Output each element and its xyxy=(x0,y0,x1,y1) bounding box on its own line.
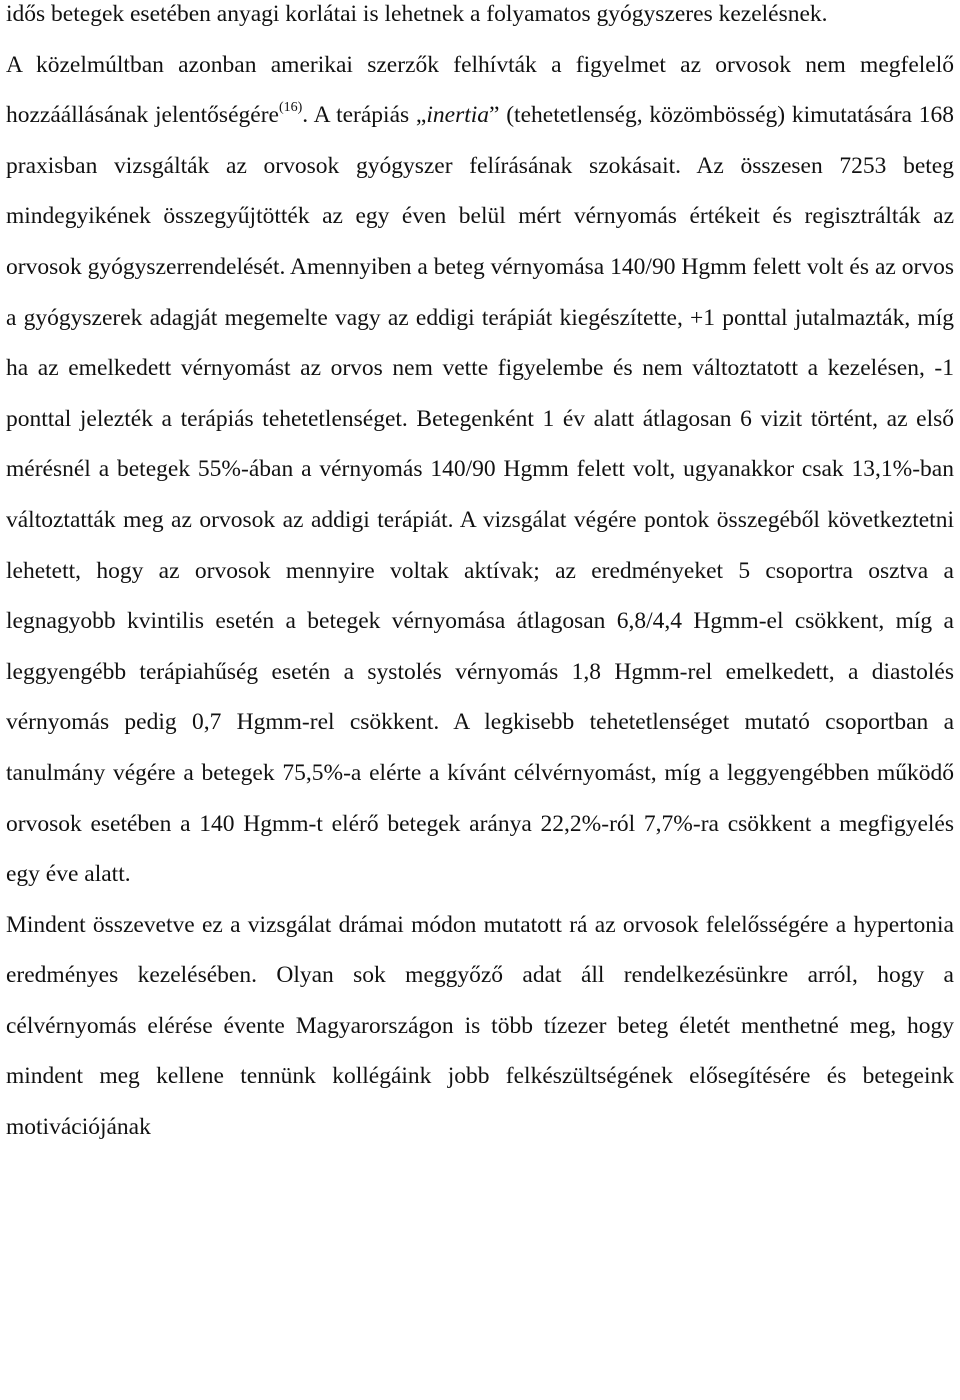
italic-term: inertia xyxy=(426,102,490,129)
text-segment: idős betegek esetében anyagi korlátai is lehetnek a folyamatos gyógyszeres kezelésnek. xyxy=(6,1,828,27)
paragraph-inertia-study xyxy=(6,0,954,900)
text-segment: ” (tehetetlenség, közömbösség) kimutatására 168 praxisban vizsgálták az orvosok gyógyszer felírásának szokásait. Az összesen 7253 beteg mindegyikének összegyűjtötték az egy éven belül mért vérnyomás értékeit és regisztrálták az orvosok gyógyszerrendelését. Amennyiben a beteg vérnyomása 140/90 Hgmm felett volt és az orvos a gyógyszerek adagját megemelte vagy az eddigi terápiát kiegészítette, +1 ponttal jutalmazták, míg ha az emelkedett vérnyomást az orvos nem vette figyelembe és nem változtatott a kezelésen, -1 ponttal jelezték a terápiás tehetetlenséget. Betegenként 1 év alatt átlagosan 6 vizit történt, az első mérésnél a betegek 55%-ában a vérnyomás 140/90 Hgmm felett volt, ugyanakkor csak 13,1%-ban változtatták meg az orvosok az addigi terápiát. A vizsgálat végére pontok összegéből következtetni lehetett, hogy az orvosok mennyire voltak aktívak; az eredményeket 5 csoportra osztva a legnagyobb kvintilis esetén a betegek vérnyomása átlagosan 6,8/4,4 Hgmm-el csökkent, míg a leggyengébb terápiahűség esetén a systolés vérnyomás 1,8 Hgmm-rel emelkedett, a diastolés vérnyomás pedig 0,7 Hgmm-rel csökkent. A legkisebb tehetetlenséget mutató csoportban a tanulmány végére a betegek 75,5%-a elérte a kívánt célvérnyomást, míg a leggyengébben működő orvosok esetében a 140 Hgmm-t elérő betegek aránya 22,2%-ról 7,7%-ra csökkent a megfigyelés egy éve alatt. xyxy=(6,102,954,888)
paragraph-conclusion xyxy=(6,900,954,1153)
citation-reference: (16) xyxy=(278,100,303,116)
text-segment: . A terápiás „ xyxy=(302,102,427,129)
text-segment: Mindent összevetve ez a vizsgálat drámai módon mutatott rá az orvosok felelősségére a hypertonia eredményes kezelésében. Olyan sok meggyőző adat áll rendelkezésünkre arról, hogy a célvérnyomás elérése évente Magyarországon is több tízezer beteg életét menthetné meg, hogy mindent meg kellene tennünk kollégáink jobb felkészültségének elősegítésére és betegeink motivációjának xyxy=(6,911,954,1141)
text-segment: A közelmúltban azonban amerikai szerzők felhívták a figyelmet az orvosok nem megfelelő hozzáállásának jelentőségére xyxy=(6,51,954,129)
